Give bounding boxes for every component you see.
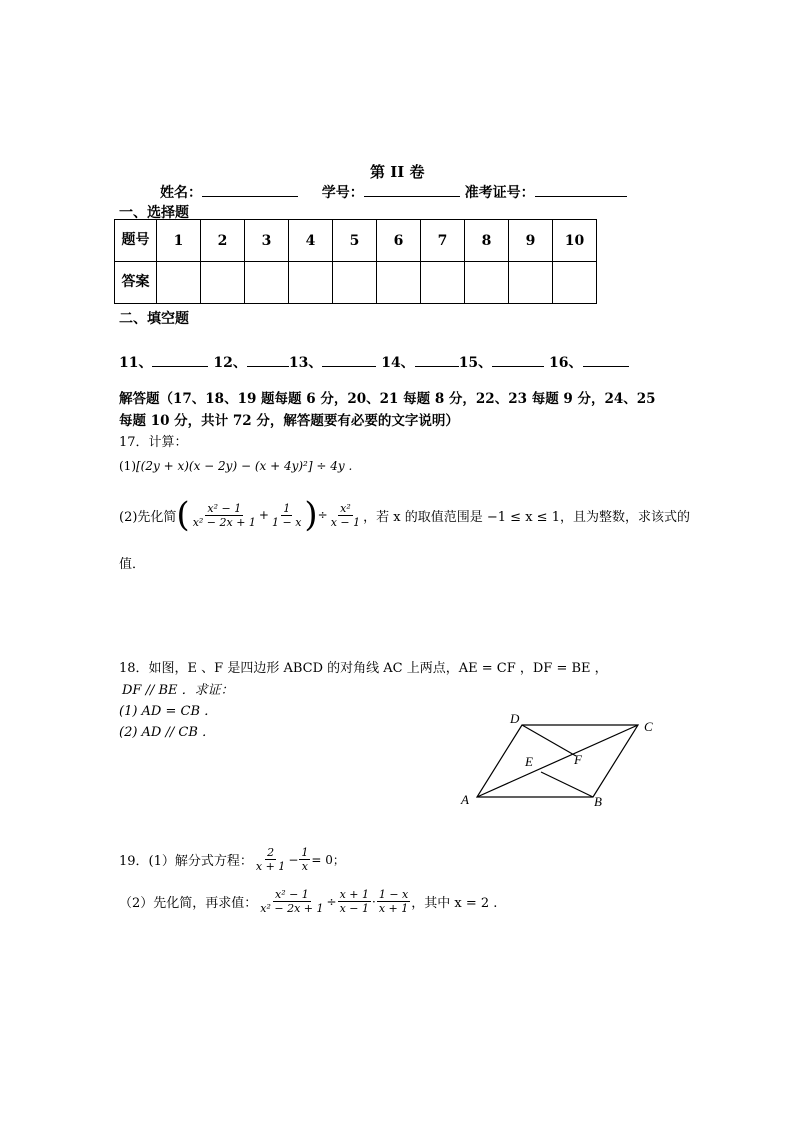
section-solve-title-line1: 解答题（17、18、19 题每题 6 分，20、21 每题 8 分，22、23 每题 9 分，24、25 xyxy=(119,391,656,407)
section-choice-title: 一、选择题 xyxy=(119,205,189,221)
fill-blank[interactable] xyxy=(152,352,208,367)
name-label: 姓名： xyxy=(160,185,202,201)
fraction-denominator: x² − 2x + 1 xyxy=(192,515,256,529)
fill-blank[interactable] xyxy=(492,352,544,367)
table-header-cell: 8 xyxy=(465,220,509,262)
student-info-line xyxy=(160,182,627,202)
table-header-cell: 9 xyxy=(509,220,553,262)
fraction-numerator: 1 xyxy=(301,846,309,859)
table-header-cell: 7 xyxy=(421,220,465,262)
q19-part2-label: （2）先化简，再求值： xyxy=(119,896,258,911)
fill-blank[interactable] xyxy=(415,352,459,367)
fraction-denominator: x − 1 xyxy=(330,515,361,529)
fraction-denominator: 1 − x xyxy=(271,515,302,529)
q18-line1: 18．如图，E 、F 是四边形 ABCD 的对角线 AC 上两点，AE = CF ，DF = BE ， xyxy=(119,661,608,676)
q17-part1-label: (1) xyxy=(119,459,136,473)
point-label-c: C xyxy=(644,719,653,734)
id-blank[interactable] xyxy=(364,182,460,197)
fraction-denominator: x + 1 xyxy=(255,860,286,873)
segment-be xyxy=(541,772,593,797)
point-label-f: F xyxy=(574,752,582,767)
fraction-denominator: x² − 2x + 1 xyxy=(260,902,324,915)
fill-blank[interactable] xyxy=(247,352,289,367)
exam-label: 准考证号： xyxy=(464,185,535,201)
q19-part1-tail: = 0； xyxy=(311,853,345,867)
q19-part1 xyxy=(119,846,345,873)
fraction-numerator: x² xyxy=(340,501,351,515)
name-blank[interactable] xyxy=(202,182,298,197)
minus-sign: − xyxy=(288,852,299,867)
table-header-cell: 1 xyxy=(157,220,201,262)
plus-sign: + xyxy=(258,508,269,522)
segment-df xyxy=(522,725,576,756)
fraction-denominator: x + 1 xyxy=(378,902,409,915)
q17-part1-expression: [(2y + x)(x − 2y) − (x + 4y)²] ÷ 4y . xyxy=(136,459,353,473)
quadrilateral-figure xyxy=(455,705,670,815)
fraction-numerator: 1 xyxy=(283,501,291,515)
table-header-cell: 10 xyxy=(553,220,597,262)
multiply-dot: · xyxy=(372,894,376,909)
answer-cell[interactable] xyxy=(465,262,509,304)
table-header-cell: 3 xyxy=(245,220,289,262)
fraction-numerator: x² − 1 xyxy=(274,888,309,901)
fraction-denominator: x − 1 xyxy=(339,902,369,915)
fraction-numerator: x² − 1 xyxy=(207,501,242,515)
row-label-number: 题号 xyxy=(115,220,157,262)
point-label-b: B xyxy=(594,794,602,809)
id-label: 学号： xyxy=(321,185,364,201)
answer-cell[interactable] xyxy=(421,262,465,304)
answer-table xyxy=(114,219,597,304)
point-label-a: A xyxy=(461,792,469,807)
fill-item-label: 11、 xyxy=(119,355,153,371)
q17-part1 xyxy=(119,459,352,473)
q18-line2: DF // BE ．求证： xyxy=(122,683,234,698)
answer-cell[interactable] xyxy=(377,262,421,304)
answer-cell[interactable] xyxy=(553,262,597,304)
q18-part2: (2) AD // CB ． xyxy=(119,725,216,740)
section-fill-title: 二、填空题 xyxy=(119,311,189,327)
section-solve-title-line2: 每题 10 分，共计 72 分，解答题要有必要的文字说明） xyxy=(119,413,459,429)
table-header-cell: 6 xyxy=(377,220,421,262)
exam-blank[interactable] xyxy=(535,182,627,197)
answer-cell[interactable] xyxy=(333,262,377,304)
row-label-answer: 答案 xyxy=(115,262,157,304)
fill-blank[interactable] xyxy=(322,352,376,367)
answer-cell[interactable] xyxy=(289,262,333,304)
table-header-cell: 2 xyxy=(201,220,245,262)
fill-item-label: 15、 xyxy=(458,355,493,371)
fill-item-label: 12、 xyxy=(213,355,247,371)
answer-cell[interactable] xyxy=(201,262,245,304)
q17-part2: (2)先化简 ( $\frac{\text{x² − 1}}{\text{x² − 2x + 1}}$ + $\frac{1}{1 - x}$ ) ÷ $\frac{\text{x²}}{x - 1}$ ，若 x 的取值范围是 −1 ≤ x ≤ 1，且为整数，求该式的 xyxy=(119,495,690,535)
answer-cell[interactable] xyxy=(245,262,289,304)
fill-item-label: 13、 xyxy=(288,355,323,371)
fraction-numerator: 1 − x xyxy=(378,888,409,901)
q19-part2 xyxy=(119,888,497,915)
fill-item-label: 16、 xyxy=(549,355,583,371)
table-header-cell: 5 xyxy=(333,220,377,262)
q17-part2-tail2: 值． xyxy=(119,557,146,572)
table-header-cell: 4 xyxy=(289,220,333,262)
q17-stem: 17．计算： xyxy=(119,435,188,450)
q17-part2-label: (2)先化简 xyxy=(119,509,177,525)
q17-part2-tail: ，若 x 的取值范围是 −1 ≤ x ≤ 1，且为整数，求该式的 xyxy=(363,509,690,525)
fill-item-label: 14、 xyxy=(381,355,415,371)
page-title: 第 II 卷 xyxy=(370,163,425,181)
diagonal-ac xyxy=(477,725,638,797)
q19-part1-label: 19．(1）解分式方程： xyxy=(119,854,253,869)
fraction-denominator: x xyxy=(301,860,308,873)
q19-part2-tail: ，其中 x = 2 . xyxy=(411,896,498,911)
answer-cell[interactable] xyxy=(509,262,553,304)
divide-sign: ÷ xyxy=(317,508,328,522)
q18-part1: (1) AD = CB ． xyxy=(119,704,218,719)
point-label-d: D xyxy=(510,711,520,726)
answer-cell[interactable] xyxy=(157,262,201,304)
divide-sign: ÷ xyxy=(326,894,337,909)
fill-blank-line xyxy=(119,352,629,372)
fraction-numerator: x + 1 xyxy=(339,888,369,901)
fill-blank[interactable] xyxy=(583,352,629,367)
fraction-numerator: 2 xyxy=(267,846,275,859)
point-label-e: E xyxy=(525,754,533,769)
